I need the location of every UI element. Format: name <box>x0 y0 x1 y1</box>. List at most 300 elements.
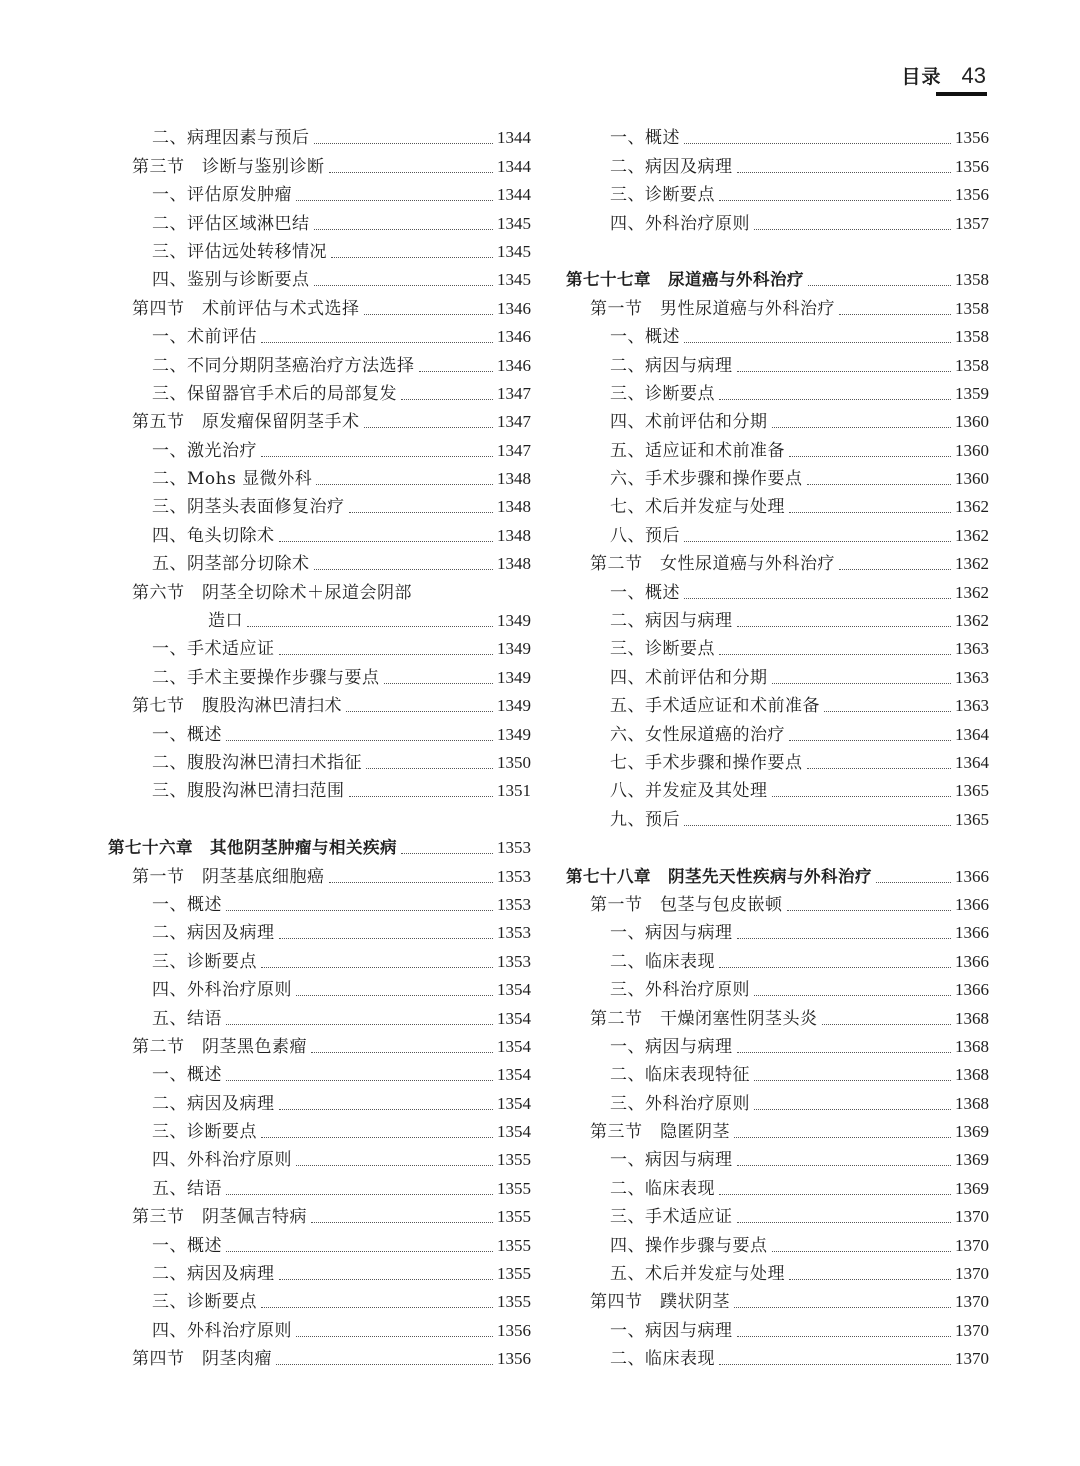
toc-dot-leader <box>384 683 494 684</box>
toc-dot-leader <box>684 342 951 343</box>
toc-dot-leader <box>261 456 493 457</box>
toc-section-entry[interactable] <box>108 152 531 180</box>
toc-subsection-entry[interactable] <box>566 493 989 521</box>
toc-entry-label: 三、外科治疗原则 <box>610 980 750 1001</box>
toc-page-number: 1346 <box>497 298 531 318</box>
toc-subsection-entry[interactable] <box>566 436 989 464</box>
toc-dot-leader <box>772 1251 952 1252</box>
toc-entry-label: 二、不同分期阴茎癌治疗方法选择 <box>152 355 415 376</box>
toc-subsection-entry[interactable] <box>108 1089 531 1117</box>
toc-section-entry[interactable] <box>108 294 531 322</box>
toc-page-number: 1360 <box>955 440 989 460</box>
toc-page-number: 1362 <box>955 497 989 517</box>
toc-dot-leader <box>261 967 493 968</box>
page-header <box>902 62 987 89</box>
toc-subsection-entry[interactable] <box>108 635 531 663</box>
toc-entry-label: 二、临床表现特征 <box>610 1065 750 1086</box>
toc-entry-label: 一、概述 <box>152 724 222 745</box>
toc-subsection-entry[interactable] <box>566 152 989 180</box>
toc-page-number: 1358 <box>955 327 989 347</box>
toc-subsection-entry[interactable] <box>108 1004 531 1032</box>
toc-entry-label: 二、临床表现 <box>610 1349 715 1370</box>
toc-entry-label: 二、腹股沟淋巴清扫术指征 <box>152 752 362 773</box>
toc-entry-label: 七、术后并发症与处理 <box>610 497 785 518</box>
toc-subsection-entry[interactable] <box>566 919 989 947</box>
toc-entry-label: 三、腹股沟淋巴清扫范围 <box>152 781 345 802</box>
toc-section-entry[interactable] <box>108 1345 531 1373</box>
toc-page-number: 1354 <box>497 980 531 1000</box>
toc-entry-label: 四、术前评估和分期 <box>610 412 768 433</box>
toc-entry-label: 二、病因及病理 <box>152 1264 275 1285</box>
toc-subsection-entry[interactable] <box>108 436 531 464</box>
toc-subsection-entry[interactable] <box>108 720 531 748</box>
toc-dot-leader <box>737 938 952 939</box>
toc-dot-leader <box>789 456 951 457</box>
toc-page-number: 1356 <box>497 1320 531 1340</box>
toc-entry-label: 三、诊断要点 <box>610 185 715 206</box>
toc-entry-label: 七、手术步骤和操作要点 <box>610 752 803 773</box>
toc-entry-label: 第七节 腹股沟淋巴清扫术 <box>132 696 342 717</box>
toc-dot-leader <box>226 1194 493 1195</box>
toc-page-number: 1362 <box>955 611 989 631</box>
toc-page-number: 1354 <box>497 1093 531 1113</box>
toc-entry-label: 五、术后并发症与处理 <box>610 1264 785 1285</box>
toc-dot-leader <box>789 1279 951 1280</box>
toc-dot-leader <box>276 1364 493 1365</box>
toc-dot-leader <box>737 626 952 627</box>
toc-entry-label: 三、外科治疗原则 <box>610 1093 750 1114</box>
toc-entry-label: 一、病因与病理 <box>610 1150 733 1171</box>
toc-subsection-entry[interactable] <box>566 351 989 379</box>
toc-page-number: 1348 <box>497 497 531 517</box>
toc-page-number: 1350 <box>497 752 531 772</box>
toc-dot-leader <box>684 541 951 542</box>
toc-dot-leader <box>316 484 493 485</box>
toc-page-number: 1362 <box>955 582 989 602</box>
toc-subsection-entry[interactable] <box>108 493 531 521</box>
toc-subsection-entry[interactable] <box>566 1061 989 1089</box>
toc-entry-label: 四、术前评估和分期 <box>610 667 768 688</box>
toc-page-number: 1364 <box>955 752 989 772</box>
toc-dot-leader <box>314 285 494 286</box>
toc-section-entry[interactable] <box>108 1033 531 1061</box>
toc-subsection-entry[interactable] <box>566 1174 989 1202</box>
toc-dot-leader <box>808 285 951 286</box>
toc-subsection-entry[interactable] <box>108 1146 531 1174</box>
toc-subsection-entry[interactable] <box>566 1146 989 1174</box>
toc-page-number: 1363 <box>955 696 989 716</box>
toc-subsection-entry[interactable] <box>108 891 531 919</box>
toc-page-number: 1358 <box>955 270 989 290</box>
toc-dot-leader <box>684 598 951 599</box>
toc-section-entry[interactable] <box>108 692 531 720</box>
toc-page-number: 1370 <box>955 1207 989 1227</box>
toc-entry-label: 三、评估远处转移情况 <box>152 241 327 262</box>
toc-dot-leader <box>226 1024 493 1025</box>
toc-subsection-entry[interactable] <box>108 1174 531 1202</box>
toc-dot-leader <box>366 768 493 769</box>
toc-page-number: 1355 <box>497 1292 531 1312</box>
toc-subsection-entry[interactable] <box>108 351 531 379</box>
toc-page-number: 1349 <box>497 696 531 716</box>
toc-entry-label: 三、诊断要点 <box>610 383 715 404</box>
toc-page-number: 1366 <box>955 866 989 886</box>
toc-page-number: 1356 <box>955 156 989 176</box>
toc-entry-label: 二、评估区域淋巴结 <box>152 213 310 234</box>
toc-subsection-entry[interactable] <box>108 238 531 266</box>
toc-dot-leader <box>839 569 951 570</box>
toc-page-number: 1359 <box>955 383 989 403</box>
toc-dot-leader <box>772 427 952 428</box>
toc-entry-label: 第二节 女性尿道癌与外科治疗 <box>590 554 835 575</box>
toc-subsection-entry[interactable] <box>566 607 989 635</box>
toc-subsection-entry[interactable] <box>108 1231 531 1259</box>
toc-entry-label: 第三节 隐匿阴茎 <box>590 1122 730 1143</box>
toc-page-number: 1362 <box>955 554 989 574</box>
toc-subsection-entry[interactable] <box>108 749 531 777</box>
toc-subsection-entry[interactable] <box>566 1089 989 1117</box>
toc-dot-leader <box>314 143 494 144</box>
toc-dot-leader <box>754 1080 951 1081</box>
toc-entry-label: 一、病因与病理 <box>610 923 733 944</box>
toc-subsection-entry[interactable] <box>108 1316 531 1344</box>
toc-dot-leader <box>261 1137 493 1138</box>
toc-page-number: 1369 <box>955 1122 989 1142</box>
toc-entry-label: 二、病因及病理 <box>610 156 733 177</box>
toc-dot-leader <box>226 910 493 911</box>
toc-entry-label: 三、诊断要点 <box>152 1122 257 1143</box>
toc-dot-leader <box>226 1080 493 1081</box>
toc-page-number: 1346 <box>497 355 531 375</box>
toc-entry-label: 第六节 阴茎全切除术＋尿道会阴部 <box>132 582 412 603</box>
toc-page-number: 1354 <box>497 1065 531 1085</box>
toc-subsection-entry[interactable] <box>108 209 531 237</box>
toc-subsection-entry[interactable] <box>566 209 989 237</box>
toc-dot-leader <box>349 512 494 513</box>
toc-page-number: 1370 <box>955 1349 989 1369</box>
toc-subsection-entry[interactable] <box>566 947 989 975</box>
toc-dot-leader <box>789 740 951 741</box>
toc-entry-label: 一、概述 <box>152 894 222 915</box>
toc-entry-label: 一、病因与病理 <box>610 1036 733 1057</box>
toc-subsection-entry[interactable] <box>566 1316 989 1344</box>
toc-dot-leader <box>279 541 494 542</box>
toc-dot-leader <box>329 172 494 173</box>
toc-subsection-entry[interactable] <box>566 323 989 351</box>
toc-right-column <box>566 124 989 1373</box>
toc-page-number: 1365 <box>955 781 989 801</box>
toc-page-number: 1362 <box>955 525 989 545</box>
toc-entry-label: 二、临床表现 <box>610 951 715 972</box>
toc-page-number: 1363 <box>955 639 989 659</box>
toc-dot-leader <box>401 399 493 400</box>
toc-entry-label: 四、操作步骤与要点 <box>610 1235 768 1256</box>
toc-subsection-entry[interactable] <box>108 181 531 209</box>
toc-entry-label: 第七十七章 尿道癌与外科治疗 <box>566 270 804 290</box>
toc-page-number: 1344 <box>497 185 531 205</box>
toc-subsection-entry[interactable] <box>566 408 989 436</box>
toc-page-number: 1347 <box>497 412 531 432</box>
toc-dot-leader <box>311 1052 493 1053</box>
toc-entry-label: 四、外科治疗原则 <box>152 980 292 1001</box>
toc-subsection-entry[interactable] <box>108 266 531 294</box>
toc-subsection-entry[interactable] <box>108 1260 531 1288</box>
toc-page-number: 1370 <box>955 1320 989 1340</box>
toc-section-entry[interactable] <box>108 578 531 606</box>
toc-entry-label: 一、概述 <box>610 582 680 603</box>
toc-subsection-entry[interactable] <box>566 749 989 777</box>
toc-dot-leader <box>364 314 494 315</box>
toc-entry-label: 三、诊断要点 <box>610 639 715 660</box>
toc-section-entry[interactable] <box>566 1118 989 1146</box>
toc-dot-leader <box>331 257 493 258</box>
toc-entry-label: 六、女性尿道癌的治疗 <box>610 724 785 745</box>
toc-dot-leader <box>296 1165 493 1166</box>
toc-subsection-entry[interactable] <box>566 465 989 493</box>
toc-dot-leader <box>737 1165 952 1166</box>
toc-dot-leader <box>279 654 494 655</box>
toc-subsection-entry[interactable] <box>108 919 531 947</box>
toc-page-number: 1353 <box>497 866 531 886</box>
toc-entry-label: 三、诊断要点 <box>152 951 257 972</box>
toc-subsection-entry[interactable] <box>108 380 531 408</box>
toc-chapter-entry[interactable] <box>566 862 989 890</box>
toc-entry-label: 第三节 阴茎佩吉特病 <box>132 1207 307 1228</box>
toc-page-number: 1368 <box>955 1093 989 1113</box>
toc-subsection-entry[interactable] <box>108 976 531 1004</box>
toc-page-number: 1364 <box>955 724 989 744</box>
toc-page-number: 1357 <box>955 213 989 233</box>
toc-subsection-entry[interactable] <box>566 777 989 805</box>
toc-entry-label: 第一节 包茎与包皮嵌顿 <box>590 894 783 915</box>
toc-dot-leader <box>719 1194 951 1195</box>
toc-dot-leader <box>737 1222 952 1223</box>
toc-dot-leader <box>261 1307 493 1308</box>
toc-entry-label: 四、外科治疗原则 <box>152 1150 292 1171</box>
toc-section-entry[interactable] <box>108 408 531 436</box>
toc-entry-label: 一、概述 <box>152 1235 222 1256</box>
toc-page-number: 1349 <box>497 639 531 659</box>
toc-dot-leader <box>296 995 493 996</box>
toc-page-number: 1369 <box>955 1150 989 1170</box>
toc-page-number: 1354 <box>497 1008 531 1028</box>
toc-subsection-entry[interactable] <box>108 1288 531 1316</box>
toc-entry-label: 六、手术步骤和操作要点 <box>610 469 803 490</box>
toc-entry-label: 第四节 阴茎肉瘤 <box>132 1349 272 1370</box>
toc-entry-label: 三、保留器官手术后的局部复发 <box>152 383 397 404</box>
toc-page-number: 1368 <box>955 1036 989 1056</box>
toc-dot-leader <box>822 1024 952 1025</box>
toc-entry-label: 一、术前评估 <box>152 327 257 348</box>
toc-page-number: 1365 <box>955 809 989 829</box>
toc-page-number: 1360 <box>955 469 989 489</box>
toc-page-number: 1366 <box>955 951 989 971</box>
toc-dot-leader <box>772 683 952 684</box>
toc-dot-leader <box>807 484 952 485</box>
toc-subsection-entry[interactable] <box>566 1231 989 1259</box>
toc-entry-label: 四、外科治疗原则 <box>152 1320 292 1341</box>
toc-subsection-entry[interactable] <box>108 323 531 351</box>
toc-dot-leader <box>737 1336 952 1337</box>
toc-section-entry[interactable] <box>566 294 989 322</box>
toc-entry-label: 五、手术适应证和术前准备 <box>610 696 820 717</box>
toc-section-entry[interactable] <box>566 550 989 578</box>
toc-entry-label: 二、病因及病理 <box>152 1093 275 1114</box>
toc-entry-label: 第四节 术前评估与术式选择 <box>132 298 360 319</box>
toc-dot-leader <box>296 1336 493 1337</box>
toc-dot-leader <box>296 200 493 201</box>
toc-page-number: 1370 <box>955 1292 989 1312</box>
toc-section-entry[interactable] <box>566 1004 989 1032</box>
toc-dot-leader <box>329 882 494 883</box>
toc-subsection-entry[interactable] <box>566 124 989 152</box>
toc-entry-label: 五、结语 <box>152 1008 222 1029</box>
toc-dot-leader <box>346 711 493 712</box>
toc-subsection-entry[interactable] <box>566 380 989 408</box>
toc-dot-leader <box>787 910 952 911</box>
toc-entry-label: 四、外科治疗原则 <box>610 213 750 234</box>
toc-dot-leader <box>261 342 493 343</box>
toc-dot-leader <box>279 938 494 939</box>
toc-page-number: 1345 <box>497 213 531 233</box>
toc-entry-label: 三、诊断要点 <box>152 1292 257 1313</box>
toc-subsection-entry[interactable] <box>566 578 989 606</box>
toc-section-entry[interactable] <box>108 1203 531 1231</box>
toc-dot-leader <box>364 427 494 428</box>
toc-entry-label: 三、阴茎头表面修复治疗 <box>152 497 345 518</box>
toc-entry-label: 一、手术适应证 <box>152 639 275 660</box>
toc-subsection-entry[interactable] <box>108 465 531 493</box>
toc-page-number: 1358 <box>955 298 989 318</box>
toc-entry-label: 二、病因与病理 <box>610 611 733 632</box>
toc-subsection-entry[interactable] <box>566 1203 989 1231</box>
toc-entry-label: 一、激光治疗 <box>152 440 257 461</box>
toc-page-number: 1353 <box>497 923 531 943</box>
toc-entry-label: 一、概述 <box>610 327 680 348</box>
toc-entry-label: 二、病理因素与预后 <box>152 128 310 149</box>
toc-dot-leader <box>737 172 952 173</box>
toc-subsection-entry[interactable] <box>108 663 531 691</box>
toc-dot-leader <box>314 229 494 230</box>
toc-dot-leader <box>314 569 494 570</box>
toc-dot-leader <box>719 399 951 400</box>
toc-page-number: 1349 <box>497 724 531 744</box>
toc-subsection-entry[interactable] <box>566 1260 989 1288</box>
toc-page-number: 1355 <box>497 1207 531 1227</box>
toc-subsection-entry[interactable] <box>566 720 989 748</box>
toc-subsection-entry[interactable] <box>566 635 989 663</box>
toc-subsection-entry[interactable] <box>108 1061 531 1089</box>
toc-page-number: 1353 <box>497 838 531 858</box>
toc-page-number: 1354 <box>497 1036 531 1056</box>
header-title: 目录 <box>901 66 942 88</box>
toc-entry-label: 一、评估原发肿瘤 <box>152 185 292 206</box>
toc-entry-label: 第二节 干燥闭塞性阴茎头炎 <box>590 1008 818 1029</box>
toc-entry-label: 九、预后 <box>610 809 680 830</box>
toc-dot-leader <box>279 1109 494 1110</box>
toc-entry-label: 二、病因及病理 <box>152 923 275 944</box>
toc-dot-leader <box>684 825 951 826</box>
toc-entry-label: 四、龟头切除术 <box>152 525 275 546</box>
toc-page-number: 1348 <box>497 554 531 574</box>
toc-page-number: 1356 <box>955 128 989 148</box>
toc-section-entry[interactable] <box>566 1288 989 1316</box>
toc-subsection-entry[interactable] <box>108 947 531 975</box>
toc-page-number: 1349 <box>497 667 531 687</box>
toc-dot-leader <box>349 796 494 797</box>
toc-section-entry[interactable] <box>566 891 989 919</box>
toc-subsection-entry[interactable] <box>108 777 531 805</box>
toc-dot-leader <box>226 1251 493 1252</box>
toc-subsection-entry[interactable] <box>566 663 989 691</box>
toc-chapter-entry[interactable] <box>566 266 989 294</box>
toc-dot-leader <box>824 711 951 712</box>
toc-entry-label: 第一节 阴茎基底细胞癌 <box>132 866 325 887</box>
toc-chapter-entry[interactable] <box>108 834 531 862</box>
toc-dot-leader <box>754 1109 951 1110</box>
toc-entry-label: 五、阴茎部分切除术 <box>152 554 310 575</box>
toc-subsection-entry[interactable] <box>566 1345 989 1373</box>
toc-page-number: 1347 <box>497 440 531 460</box>
toc-dot-leader <box>226 740 493 741</box>
toc-dot-leader <box>876 882 951 883</box>
toc-entry-label: 第三节 诊断与鉴别诊断 <box>132 156 325 177</box>
toc-dot-leader <box>419 371 494 372</box>
toc-subsection-entry[interactable] <box>108 1118 531 1146</box>
toc-entry-label: 一、概述 <box>152 1065 222 1086</box>
toc-dot-leader <box>734 1307 951 1308</box>
toc-subsection-entry[interactable] <box>108 550 531 578</box>
toc-page-number: 1348 <box>497 525 531 545</box>
toc-subsection-entry[interactable] <box>108 521 531 549</box>
toc-page-number: 1344 <box>497 128 531 148</box>
toc-entry-label: 二、Mohs 显微外科 <box>152 469 313 490</box>
toc-page-number: 1347 <box>497 383 531 403</box>
toc-entry-label: 八、预后 <box>610 525 680 546</box>
toc-subsection-entry[interactable] <box>566 976 989 1004</box>
toc-page-number: 1353 <box>497 951 531 971</box>
toc-page-number: 1356 <box>497 1349 531 1369</box>
toc-subsection-entry[interactable] <box>566 1033 989 1061</box>
toc-page-number: 1368 <box>955 1065 989 1085</box>
toc-subsection-entry[interactable] <box>566 805 989 833</box>
toc-page-number: 1353 <box>497 894 531 914</box>
toc-entry-label: 五、结语 <box>152 1178 222 1199</box>
toc-subsection-entry[interactable] <box>566 181 989 209</box>
toc-page-number: 1366 <box>955 923 989 943</box>
toc-dot-leader <box>807 768 952 769</box>
toc-dot-leader <box>401 853 493 854</box>
toc-page-number: 1345 <box>497 270 531 290</box>
toc-page-number: 1358 <box>955 355 989 375</box>
toc-subsection-entry[interactable] <box>108 607 531 635</box>
toc-dot-leader <box>754 995 951 996</box>
toc-entry-label: 二、临床表现 <box>610 1178 715 1199</box>
toc-section-entry[interactable] <box>108 862 531 890</box>
toc-dot-leader <box>839 314 951 315</box>
toc-subsection-entry[interactable] <box>108 124 531 152</box>
toc-dot-leader <box>737 371 952 372</box>
toc-page-number: 1351 <box>497 781 531 801</box>
toc-left-column <box>108 124 531 1373</box>
toc-page-number: 1348 <box>497 469 531 489</box>
toc-subsection-entry[interactable] <box>566 521 989 549</box>
toc-page-number: 1368 <box>955 1008 989 1028</box>
toc-page-number: 1370 <box>955 1235 989 1255</box>
toc-page-number: 1355 <box>497 1178 531 1198</box>
toc-dot-leader <box>734 1137 951 1138</box>
toc-subsection-entry[interactable] <box>566 692 989 720</box>
